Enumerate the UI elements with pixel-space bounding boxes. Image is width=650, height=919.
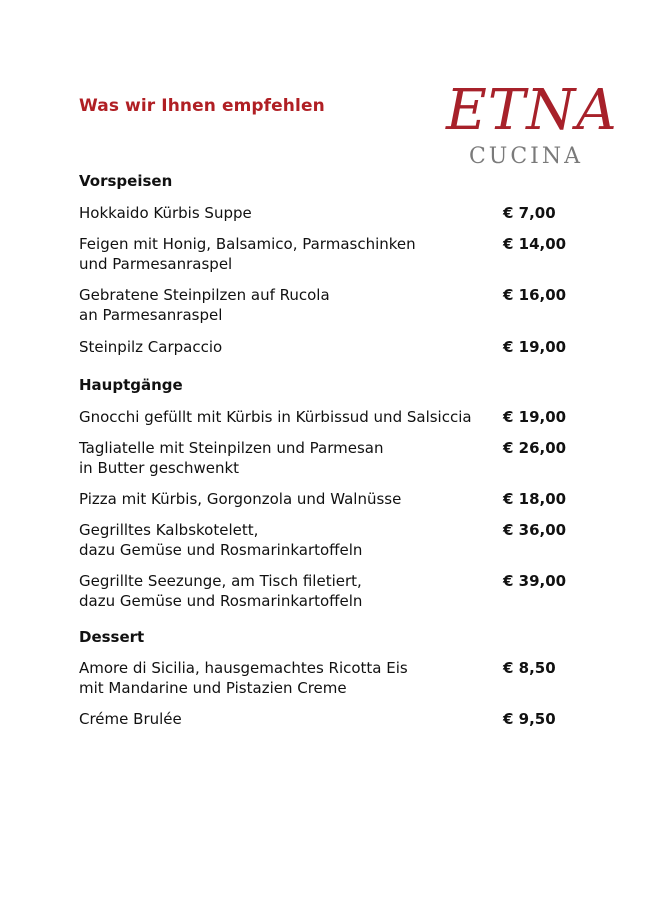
section-title-dessert: Dessert — [79, 628, 145, 646]
menu-item-description: Gegrillte Seezunge, am Tisch filetiert, dazu Gemüse und Rosmarinkartoffeln — [79, 572, 363, 610]
etna-cucina-logo — [446, 78, 618, 175]
menu-item-price: € 39,00 — [503, 572, 567, 590]
logo-tagline: CUCINA — [468, 144, 584, 169]
menu-item-description: Steinpilz Carpaccio — [79, 338, 223, 356]
menu-item-price: € 36,00 — [503, 521, 567, 539]
menu-item-price: € 18,00 — [503, 490, 567, 508]
menu-item-price: € 8,50 — [503, 659, 556, 677]
menu-item-price: € 19,00 — [503, 338, 567, 356]
logo-wordmark: ETNA — [446, 78, 618, 143]
page-headline: Was wir Ihnen empfehlen — [79, 96, 325, 116]
menu-item-description: Créme Brulée — [79, 710, 182, 728]
menu-item-description: Gegrilltes Kalbskotelett, dazu Gemüse und Rosmarinkartoffeln — [79, 521, 363, 559]
menu-item-price: € 7,00 — [503, 204, 556, 222]
menu-item-description: Gnocchi gefüllt mit Kürbis in Kürbissud und Salsiccia — [79, 408, 472, 426]
menu-item-description: Gebratene Steinpilzen auf Rucola an Parmesanraspel — [79, 286, 330, 324]
menu-item-price: € 9,50 — [503, 710, 556, 728]
menu-item-description: Tagliatelle mit Steinpilzen und Parmesan in Butter geschwenkt — [79, 439, 384, 477]
menu-item-price: € 14,00 — [503, 235, 567, 253]
section-title-hauptgaenge: Hauptgänge — [79, 376, 183, 394]
menu-item-description: Amore di Sicilia, hausgemachtes Ricotta Eis mit Mandarine und Pistazien Creme — [79, 659, 408, 697]
section-title-vorspeisen: Vorspeisen — [79, 172, 173, 190]
menu-item-description: Pizza mit Kürbis, Gorgonzola und Walnüsse — [79, 490, 402, 508]
menu-item-price: € 16,00 — [503, 286, 567, 304]
menu-item-price: € 26,00 — [503, 439, 567, 457]
menu-item-description: Hokkaido Kürbis Suppe — [79, 204, 252, 222]
menu-item-price: € 19,00 — [503, 408, 567, 426]
menu-item-description: Feigen mit Honig, Balsamico, Parmaschinken und Parmesanraspel — [79, 235, 416, 273]
